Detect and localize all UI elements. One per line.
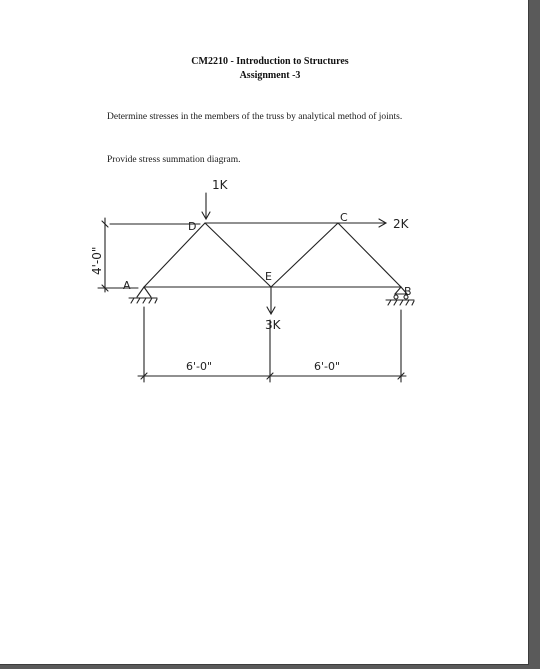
instruction-text-2: Provide stress summation diagram. <box>107 155 241 165</box>
load-label-1k: 1K <box>212 178 228 192</box>
assignment-number: Assignment -3 <box>239 70 301 81</box>
node-label-b: B <box>404 285 412 298</box>
node-label-e: E <box>265 270 272 283</box>
member-de <box>205 223 271 287</box>
node-label-d: D <box>188 220 197 233</box>
instruction-text: Determine stresses in the members of the truss by analytical method of joints. <box>107 112 403 122</box>
node-label-a: A <box>123 279 131 292</box>
height-dimension <box>98 218 200 292</box>
pin-support-a <box>129 287 157 303</box>
load-arrow-1k <box>202 193 210 219</box>
member-cb <box>338 223 401 287</box>
course-title: CM2210 - Introduction to Structures <box>191 56 349 67</box>
left-span-label: 6'-0" <box>186 360 213 373</box>
load-label-2k: 2K <box>393 217 409 231</box>
load-arrow-3k <box>267 287 275 314</box>
load-label-3k: 3K <box>265 318 281 332</box>
right-span-label: 6'-0" <box>314 360 341 373</box>
node-label-c: C <box>340 211 348 224</box>
member-ec <box>271 223 338 287</box>
height-dimension-label: 4'-0" <box>90 246 104 275</box>
